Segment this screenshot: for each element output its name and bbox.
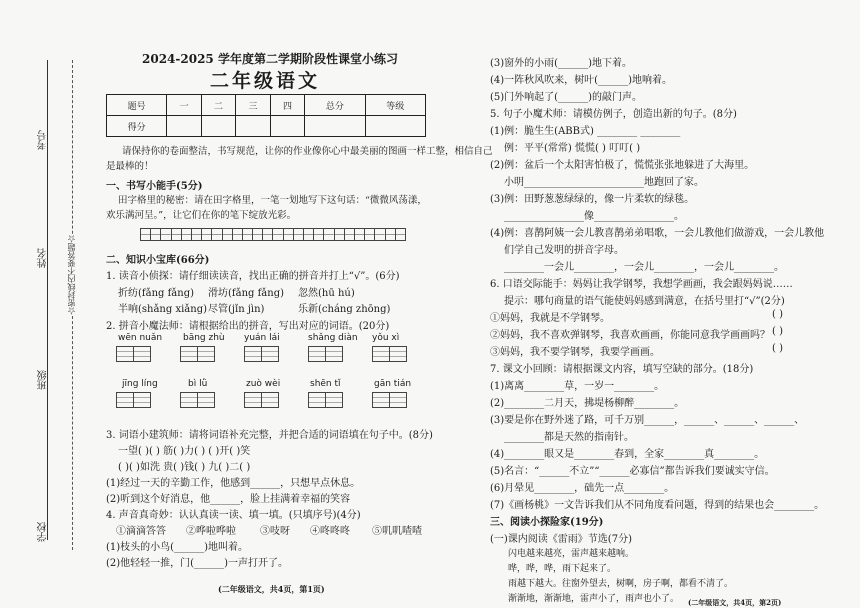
q4-title: 4. 声音真奇妙：认认真读一读、填一填。(只填序号)(4分) xyxy=(106,510,361,521)
pinyin-answer-box[interactable] xyxy=(116,346,150,362)
score-value-row xyxy=(107,116,426,137)
r-line-1[interactable]: (3)窗外的小雨(______)地下着。 xyxy=(490,58,632,69)
pinyin-label: zuò wèi xyxy=(246,379,281,389)
q6-tip: 提示：哪句商量的语气能使妈妈感到满意，在括号里打“√”(2分) xyxy=(504,296,785,307)
subject-title: 二年级语文 xyxy=(210,70,321,92)
score-table xyxy=(106,94,426,137)
q5-1[interactable]: (1)例：脆生生(ABB式) ________ ________ xyxy=(490,126,681,137)
q4-line-2[interactable]: (2)他轻轻一推，门(______)一声打开了。 xyxy=(106,558,288,569)
q6-option-1: ①妈妈，我就是不学钢琴。 xyxy=(490,313,610,324)
r-line-2[interactable]: (4)一阵秋风吹来，树叶(______)地响着。 xyxy=(490,75,672,86)
reading-subtitle: (一)课内阅读《雷雨》节选(7分) xyxy=(490,534,632,545)
q6-title: 6. 口语交际能手：妈妈让我学钢琴，我想学画画，我会跟妈妈说…… xyxy=(490,279,793,290)
q3-title: 3. 词语小建筑师：请将词语补充完整，并把合适的词语填在句子中。(8分) xyxy=(106,430,433,441)
intro-line-2: 是最棒的！ xyxy=(106,161,154,172)
page-footer-2: (二年级语文，共4页，第2页) xyxy=(688,598,782,607)
q7-4[interactable]: (4)________眼又是________春到，全家________真________。 xyxy=(490,449,765,460)
tianzi-grid[interactable] xyxy=(140,228,405,241)
pinyin-answer-box[interactable] xyxy=(116,392,150,408)
page-footer-1: (二年级语文，共4页，第1页) xyxy=(218,584,325,594)
score-header-cell: 总分 xyxy=(305,95,365,116)
seal-text: ☆密封线内不要答题☆ xyxy=(67,235,76,315)
intro-line-1: 请保持你的卷面整洁，书写规范，让你的作业像你心中最美丽的图画一样工整，相信自己 xyxy=(122,146,493,157)
score-cell[interactable] xyxy=(305,116,365,137)
score-header-cell: 等级 xyxy=(365,95,425,116)
q7-3b[interactable]: ________都是天然的指南针。 xyxy=(504,432,634,443)
q7-2[interactable]: (2)________二月天，拂堤杨柳醉________。 xyxy=(490,398,685,409)
q7-1[interactable]: (1)离离________草，一岁一________。 xyxy=(490,381,665,392)
reading-paragraph-4: 渐渐地，渐渐地，雷声小了，雨声也小了。 xyxy=(508,594,680,604)
class-label: 班级 xyxy=(38,370,49,390)
pinyin-label: shēn tǐ xyxy=(310,379,341,389)
reading-paragraph-3: 雨越下越大。往窗外望去，树啊，房子啊，都看不清了。 xyxy=(508,579,734,589)
q5-2b[interactable]: 小明________________________地跑回了家。 xyxy=(504,177,704,188)
score-header-cell: 三 xyxy=(236,95,270,116)
r-line-3[interactable]: (5)门外响起了(______)的敲门声。 xyxy=(490,92,642,103)
pinyin-answer-box[interactable] xyxy=(180,346,214,362)
name-label: 姓名 xyxy=(38,248,49,268)
q6-answer-paren[interactable]: ( ) xyxy=(772,309,783,320)
q5-4c[interactable]: ________一会儿________，一会儿________，一会儿________。 xyxy=(504,262,784,273)
pinyin-answer-box[interactable] xyxy=(372,346,406,362)
q4-option: ③吱呀 xyxy=(260,526,290,537)
section-2-title: 二、知识小宝库(66分) xyxy=(106,255,210,266)
q5-4: (4)例：喜鹊阿姨一会儿教喜鹊弟弟唱歌，一会儿教他们做游戏，一会儿教他 xyxy=(490,228,825,239)
q2-title: 2. 拼音小魔法师：请根据给出的拼音，写出对应的词语。(20分) xyxy=(106,321,390,332)
q5-4b: 们学自己发明的拼音字母。 xyxy=(504,245,624,256)
q3-line-2[interactable]: ( )( )如洗 贵( )钱( ) 九( )二( ) xyxy=(118,462,251,473)
binding-margin xyxy=(0,0,100,608)
reading-paragraph-2: 哗，哗，哗，雨下起来了。 xyxy=(508,564,617,574)
score-row-label: 得分 xyxy=(107,116,167,137)
score-header-cell: 一 xyxy=(167,95,201,116)
reading-paragraph-1: 闪电越来越亮，雷声越来越响。 xyxy=(508,549,635,559)
exam-no-label: 考号 xyxy=(38,130,49,150)
tianzi-cell[interactable] xyxy=(395,228,406,241)
q1-item-a[interactable]: 折纺(fǎng fǎng) xyxy=(118,288,194,299)
score-header-cell: 四 xyxy=(270,95,304,116)
q4-option: ①滴滴答答 xyxy=(116,526,166,537)
q7-6[interactable]: (6)月晕见________，础先一点________。 xyxy=(490,483,675,494)
pinyin-label: yuán lái xyxy=(244,333,280,343)
q7-title: 7. 课文小回顾：请根据课文内容，填写空缺的部分。(18分) xyxy=(490,364,754,375)
pinyin-answer-box[interactable] xyxy=(244,346,278,362)
exam-title: 2024-2025 学年度第二学期阶段性课堂小练习 xyxy=(142,52,398,66)
q7-5[interactable]: (5)名言：“______不立”“______必寡信”都告诉我们要诚实守信。 xyxy=(490,466,775,477)
q1-item-d[interactable]: 半响(shǎng xiǎng) xyxy=(118,304,207,315)
score-cell[interactable] xyxy=(167,116,201,137)
q4-line-1[interactable]: (1)枝头的小鸟(______)地叫着。 xyxy=(106,542,248,553)
pinyin-answer-box[interactable] xyxy=(308,392,342,408)
q4-option: ④咚咚咚 xyxy=(310,526,350,537)
q1-item-b[interactable]: 滑坊(fǎng fǎng) xyxy=(208,288,284,299)
q5-2: (2)例：盆后一个太阳害怕极了，慌慌张张地躲进了大海里。 xyxy=(490,160,755,171)
pinyin-label: yǒu xì xyxy=(372,333,400,343)
pinyin-answer-box[interactable] xyxy=(180,392,214,408)
score-cell[interactable] xyxy=(365,116,425,137)
q1-title: 1. 读音小侦探：请仔细读读音，找出正确的拼音并打上“√”。(6分) xyxy=(106,271,400,282)
q4-option: ②哗啦哗啦 xyxy=(186,526,236,537)
q5-1b[interactable]: 例：平平(常常) 慌慌( ) 叮叮( ) xyxy=(504,143,641,154)
q1-item-f[interactable]: 乐新(cháng zhōng) xyxy=(298,304,391,315)
pinyin-label: bì lǜ xyxy=(188,379,208,389)
pinyin-label: shǎng diàn xyxy=(308,333,358,343)
pinyin-label: gān tián xyxy=(374,379,412,389)
section-1-text-2: 欢乐满河呈。”，让它们在你的笔下绽放光彩。 xyxy=(106,210,297,221)
section-1-title: 一、书写小能手(5分) xyxy=(106,181,203,192)
q6-option-2: ②妈妈，我不喜欢弹钢琴，我喜欢画画，你能同意我学画画吗？ xyxy=(490,330,770,341)
q3-line-3[interactable]: (1)经过一天的辛勤工作，他感到______，只想早点休息。 xyxy=(106,478,361,489)
score-header-cell: 题号 xyxy=(107,95,167,116)
q6-answer-paren[interactable]: ( ) xyxy=(772,326,783,337)
score-header-cell: 二 xyxy=(201,95,235,116)
score-cell[interactable] xyxy=(236,116,270,137)
pinyin-answer-box[interactable] xyxy=(372,392,406,408)
q7-3[interactable]: (3)要是你在野外迷了路，可千万别______，______、______、______、 xyxy=(490,415,805,426)
q6-answer-paren[interactable]: ( ) xyxy=(772,343,783,354)
q1-item-e[interactable]: 尽管(jǐn jìn) xyxy=(208,304,265,315)
pinyin-label: bāng zhù xyxy=(183,333,225,343)
q3-line-4[interactable]: (2)听到这个好消息，他______，脸上挂满着幸福的笑容 xyxy=(106,494,351,505)
pinyin-answer-box[interactable] xyxy=(308,346,342,362)
section-1-text-1: 田字格里的秘密：请在田字格里，一笔一划地写下这句话：“微微风荡漾， xyxy=(118,195,427,206)
score-cell[interactable] xyxy=(201,116,235,137)
section-3-title: 三、阅读小探险家(19分) xyxy=(490,517,604,528)
pinyin-label: jīng líng xyxy=(122,379,158,389)
score-cell[interactable] xyxy=(270,116,304,137)
q5-title: 5. 句子小魔术师：请模仿例子，创造出新的句子。(8分) xyxy=(490,109,737,120)
q4-option: ⑤叽叽喳喳 xyxy=(372,526,422,537)
score-header-row xyxy=(107,95,426,116)
school-label: 学校 xyxy=(38,522,49,542)
pinyin-answer-box[interactable] xyxy=(244,392,278,408)
pinyin-label: wēn nuǎn xyxy=(118,333,163,343)
q3-line-1[interactable]: 一望( )( ) 筋( )力( ) ( )开( )笑 xyxy=(118,446,251,457)
q6-option-3: ③妈妈，我不要学钢琴，我要学画画。 xyxy=(490,347,660,358)
q1-item-c[interactable]: 忽然(hū hú) xyxy=(298,288,355,299)
q7-7[interactable]: (7)《画杨桃》一文告诉我们从不同角度看问题，得到的结果也会________。 xyxy=(490,500,825,511)
q5-3b[interactable]: ________________像________________。 xyxy=(504,211,684,222)
q5-3: (3)例：田野葱葱绿绿的，像一片柔软的绿毯。 xyxy=(490,194,695,205)
